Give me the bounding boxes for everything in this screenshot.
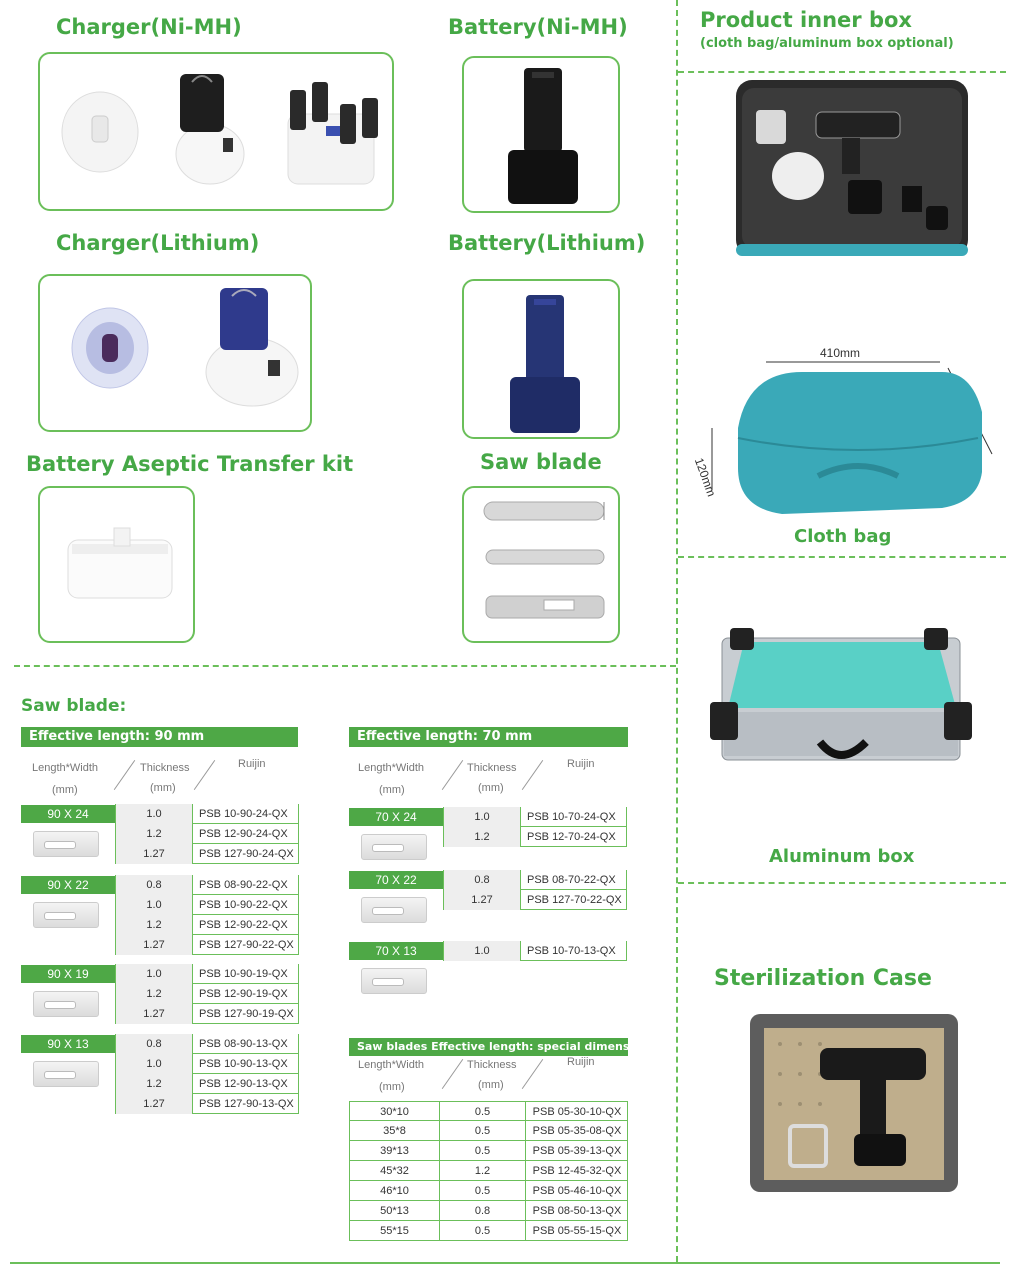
thickness-cell: 1.2 [115,824,193,844]
header-slash [442,760,463,790]
heading-aseptic-kit: Battery Aseptic Transfer kit [26,452,354,476]
card-aseptic-kit [38,486,195,643]
thickness-cell: 1.2 [115,915,193,935]
blade-thumbnail [33,831,99,857]
thickness-cell: 1.0 [115,1054,193,1074]
table-row [443,870,627,890]
table-row [115,1074,299,1094]
heading-battery-lithium: Battery(Lithium) [448,231,646,255]
table-row [443,890,627,910]
card-battery-lithium [462,279,620,439]
col-thickness-unit: (mm) [478,1079,504,1091]
table-row [115,895,299,915]
part-number-cell: PSB 12-70-24-QX [521,827,627,847]
thickness-cell: 0.5 [440,1141,526,1161]
thickness-cell: 0.5 [440,1121,526,1141]
table-row [349,1201,628,1221]
divider-top-right [678,71,1006,73]
table-row [115,915,299,935]
part-number-cell: PSB 10-90-24-QX [193,804,299,824]
header-slash [522,760,543,790]
thickness-cell: 0.5 [440,1181,526,1201]
heading-charger-lithium: Charger(Lithium) [56,231,260,255]
thickness-cell: 1.0 [115,895,193,915]
table-row [115,984,299,1004]
size-cell: 50*13 [350,1201,440,1221]
col-length-width: Length*Width [358,1059,425,1071]
blade-thumbnail [361,968,427,994]
part-number-cell: PSB 05-46-10-QX [532,1185,622,1197]
table-row [349,1141,628,1161]
bottom-rule [10,1262,1000,1264]
thickness-cell: 0.8 [440,1201,526,1221]
col-thickness: Thickness [467,1059,517,1071]
divider-left [14,665,676,667]
vertical-divider [676,0,678,1262]
thickness-cell: 1.27 [115,1004,193,1024]
card-charger-lithium [38,274,312,432]
heading-inner-box: Product inner box [700,8,912,32]
size-cell: 90 X 13 [21,1035,115,1053]
header-slash [442,1059,463,1089]
col-thickness: Thickness [140,762,190,774]
col-ruijin: Ruijin [567,758,595,770]
battery-lithium-image [464,281,620,439]
card-battery-nimh [462,56,620,213]
blade-thumbnail [33,902,99,928]
thickness-cell: 1.0 [443,807,521,827]
col-thickness: Thickness [467,762,517,774]
part-number-cell: PSB 12-90-22-QX [193,915,299,935]
size-cell: 70 X 13 [349,942,443,960]
thickness-cell: 1.0 [115,964,193,984]
table-row [115,964,299,984]
size-cell: 30*10 [350,1102,440,1122]
col-ruijin: Ruijin [567,1056,595,1068]
inner-box-image [736,80,968,256]
saw-blade-image [464,488,620,643]
thickness-cell: 1.27 [115,844,193,864]
part-number-cell: PSB 12-90-24-QX [193,824,299,844]
table-row [443,827,627,847]
col-length-width-unit: (mm) [52,784,78,796]
table-row [349,1101,628,1121]
col-length-width-unit: (mm) [379,1081,405,1093]
size-cell: 90 X 22 [21,876,115,894]
col-length-width: Length*Width [358,762,425,774]
blade-thumbnail [33,991,99,1017]
blade-thumbnail [361,897,427,923]
col-thickness-unit: (mm) [150,782,176,794]
size-cell: 90 X 19 [21,965,115,983]
table-row [115,935,299,955]
dim-length: 410mm [820,346,861,360]
table-special-title: Saw blades Effective length: special dimension [349,1038,628,1056]
thickness-cell: 0.8 [443,870,521,890]
table-90-title: Effective length: 90 mm [21,727,298,747]
part-number-cell: PSB 05-35-08-QX [532,1125,622,1137]
part-number-cell: PSB 10-90-22-QX [193,895,299,915]
part-number-cell: PSB 05-39-13-QX [532,1145,622,1157]
table-row [115,844,299,864]
part-number-cell: PSB 12-90-13-QX [193,1074,299,1094]
table-row [115,1004,299,1024]
table-row [349,1181,628,1201]
size-cell: 35*8 [350,1121,440,1141]
battery-nimh-image [464,58,620,213]
thickness-cell: 0.8 [115,875,193,895]
part-number-cell: PSB 05-55-15-QX [532,1225,622,1237]
table-row [115,1054,299,1074]
heading-battery-nimh: Battery(Ni-MH) [448,15,628,39]
part-number-cell: PSB 127-90-19-QX [193,1004,299,1024]
thickness-cell: 1.2 [440,1161,526,1181]
col-ruijin: Ruijin [238,758,266,770]
aluminum-box-image [710,628,972,770]
heading-charger-nimh: Charger(Ni-MH) [56,15,242,39]
heading-sterilization-case: Sterilization Case [714,966,932,991]
part-number-cell: PSB 08-50-13-QX [532,1205,622,1217]
size-cell: 39*13 [350,1141,440,1161]
part-number-cell: PSB 10-90-19-QX [193,964,299,984]
table-row [443,807,627,827]
size-cell: 70 X 24 [349,808,443,826]
heading-inner-box-sub: (cloth bag/aluminum box optional) [700,36,954,51]
table-row [349,1121,628,1141]
table-row [115,875,299,895]
thickness-cell: 1.2 [115,1074,193,1094]
dim-height: 120mm [691,456,719,499]
size-cell: 46*10 [350,1181,440,1201]
header-slash [194,760,215,790]
header-slash [522,1059,543,1089]
card-saw-blade [462,486,620,643]
col-length-width: Length*Width [32,762,99,774]
table-70-title: Effective length: 70 mm [349,727,628,747]
thickness-cell: 1.2 [115,984,193,1004]
heading-aluminum-box: Aluminum box [769,846,915,867]
part-number-cell: PSB 127-90-13-QX [193,1094,299,1114]
table-row [115,1034,299,1054]
charger-nimh-image [40,54,394,211]
thickness-cell: 1.27 [115,935,193,955]
table-row [349,1221,628,1241]
part-number-cell: PSB 08-90-22-QX [193,875,299,895]
heading-saw-blade: Saw blade [480,450,602,474]
divider-right-1 [678,556,1006,558]
thickness-cell: 1.2 [443,827,521,847]
aseptic-kit-image [40,488,195,643]
thickness-cell: 1.0 [443,941,521,961]
charger-lithium-image [40,276,312,432]
part-number-cell: PSB 127-90-22-QX [193,935,299,955]
part-number-cell: PSB 127-90-24-QX [193,844,299,864]
table-row [443,941,627,961]
table-row [115,804,299,824]
thickness-cell: 0.5 [440,1102,526,1122]
table-row [115,824,299,844]
card-charger-nimh [38,52,394,211]
thickness-cell: 1.27 [443,890,521,910]
thickness-cell: 0.5 [440,1221,526,1241]
col-length-width-unit: (mm) [379,784,405,796]
part-number-cell: PSB 08-70-22-QX [521,870,627,890]
heading-saw-blade-section: Saw blade: [21,696,127,716]
part-number-cell: PSB 12-90-19-QX [193,984,299,1004]
col-thickness-unit: (mm) [478,782,504,794]
part-number-cell: PSB 05-30-10-QX [532,1106,622,1118]
size-cell: 90 X 24 [21,805,115,823]
part-number-cell: PSB 12-45-32-QX [532,1165,622,1177]
header-slash [114,760,135,790]
part-number-cell: PSB 10-90-13-QX [193,1054,299,1074]
part-number-cell: PSB 10-70-13-QX [521,941,627,961]
sterilization-case-image [750,1014,958,1192]
thickness-cell: 1.0 [115,804,193,824]
table-row [115,1094,299,1114]
table-row [349,1161,628,1181]
blade-thumbnail [361,834,427,860]
part-number-cell: PSB 10-70-24-QX [521,807,627,827]
part-number-cell: PSB 127-70-22-QX [521,890,627,910]
thickness-cell: 0.8 [115,1034,193,1054]
thickness-cell: 1.27 [115,1094,193,1114]
size-cell: 55*15 [350,1221,440,1241]
size-cell: 45*32 [350,1161,440,1181]
heading-cloth-bag: Cloth bag [794,526,892,547]
size-cell: 70 X 22 [349,871,443,889]
divider-right-2 [678,882,1006,884]
blade-thumbnail [33,1061,99,1087]
cloth-bag-image [708,358,994,518]
part-number-cell: PSB 08-90-13-QX [193,1034,299,1054]
